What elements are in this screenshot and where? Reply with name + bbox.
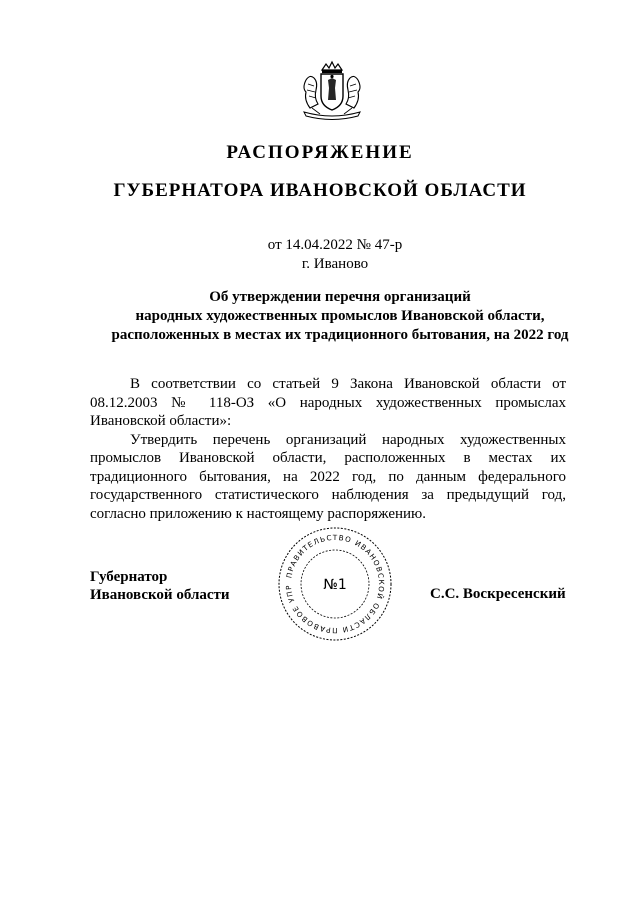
subject-heading bbox=[60, 288, 620, 345]
signatory-name: С.С. Воскресенский bbox=[430, 586, 566, 602]
document-body bbox=[90, 375, 566, 523]
signatory-position bbox=[90, 568, 230, 604]
body-paragraph: В соответствии со статьей 9 Закона Ивановской области от 08.12.2003 № 118-ОЗ «О народных художественных промыслах Ивановской области»: bbox=[90, 376, 566, 429]
city-line: г. Иваново bbox=[301, 256, 369, 272]
subject-line: народных художественных промыслов Ивановской области, bbox=[135, 308, 545, 324]
issuer-title: ГУБЕРНАТОРА ИВАНОВСКОЙ ОБЛАСТИ bbox=[113, 180, 527, 201]
signatory-position-line: Ивановской области bbox=[90, 587, 230, 603]
coat-of-arms-icon bbox=[298, 60, 366, 120]
stamp-ring-text: ПРАВИТЕЛЬСТВО ИВАНОВСКОЙ ОБЛАСТИ ПРАВОВОЕ УПР bbox=[283, 532, 387, 636]
subject-line: расположенных в местах их традиционного бытования, на 2022 год bbox=[111, 327, 569, 343]
stamp-number: №1 bbox=[323, 577, 347, 593]
subject-line: Об утверждении перечня организаций bbox=[209, 289, 471, 305]
date-number-line: от 14.04.2022 № 47-р bbox=[267, 237, 403, 253]
body-paragraph: Утвердить перечень организаций народных художественных промыслов Ивановской области, расположенных в местах их традиционного бытования, на 2022 год, по данным федерального государственного статистического наблюдения за предыдущий год, согласно приложению к настоящему распоряжению. bbox=[90, 431, 566, 522]
signatory-position-line: Губернатор bbox=[90, 569, 168, 585]
document-type-title: РАСПОРЯЖЕНИЕ bbox=[226, 142, 414, 163]
official-stamp bbox=[276, 525, 394, 643]
